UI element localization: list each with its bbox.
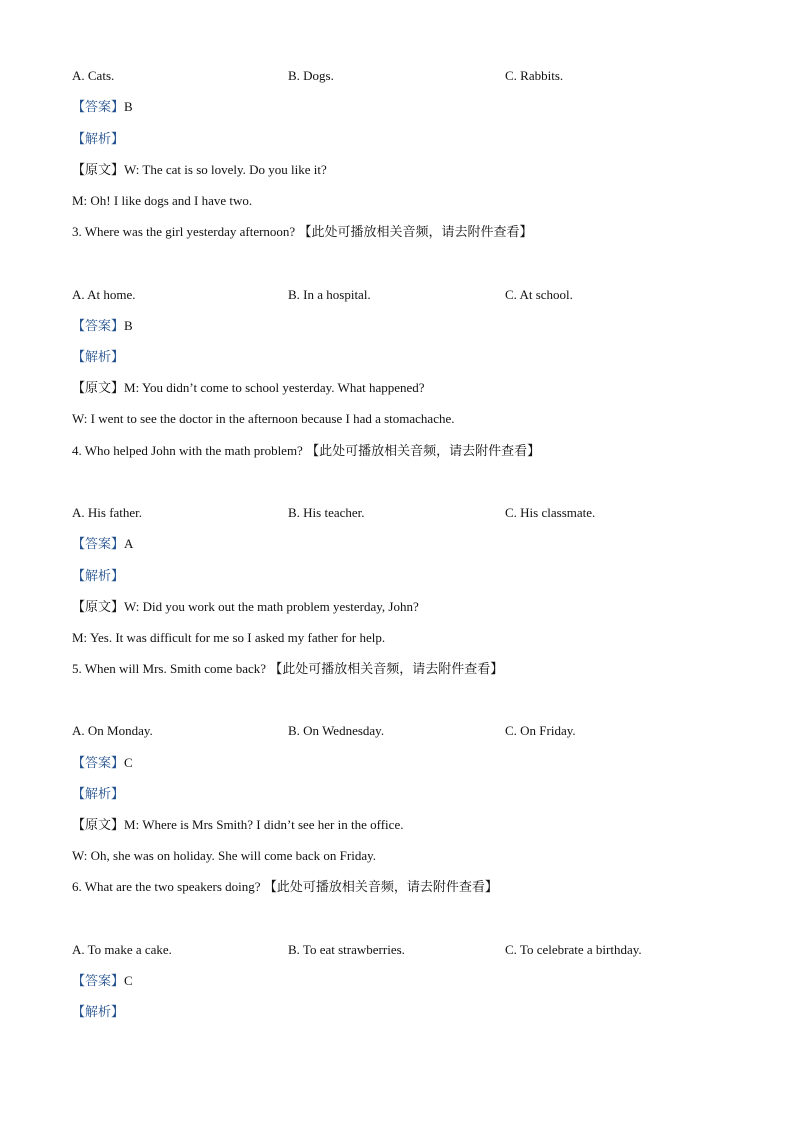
analysis-label: 【解析】 — [72, 569, 125, 584]
answer-label: 【答案】 — [72, 756, 125, 771]
q2-option-b: B. Dogs. — [288, 68, 334, 83]
q4-analysis-row — [72, 567, 124, 586]
q2-answer-row — [72, 98, 133, 117]
q5-audio-note: 【此处可播放相关音频，请去附件查看】 — [269, 662, 504, 677]
q4-answer-value: A — [124, 536, 134, 551]
q6-option-a: A. To make a cake. — [72, 942, 172, 957]
q6-option-c: C. To celebrate a birthday. — [505, 942, 642, 957]
q6-question — [72, 878, 498, 897]
q4-transcript-line-1 — [72, 598, 419, 617]
analysis-label: 【解析】 — [72, 132, 125, 147]
q5-answer-row — [72, 754, 133, 773]
q6-audio-note: 【此处可播放相关音频，请去附件查看】 — [263, 880, 498, 895]
q3-answer-value: B — [124, 318, 133, 333]
q3-question-text: 3. Where was the girl yesterday afternoon? — [72, 224, 299, 239]
q4-transcript-line-2: M: Yes. It was difficult for me so I asked my father for help. — [72, 630, 386, 645]
q4-option-b: B. His teacher. — [288, 505, 365, 520]
original-label: 【原文】 — [72, 381, 125, 396]
answer-label: 【答案】 — [72, 319, 125, 334]
q3-answer-row — [72, 317, 133, 336]
answer-label: 【答案】 — [72, 537, 125, 552]
q4-option-c: C. His classmate. — [505, 505, 596, 520]
original-label: 【原文】 — [72, 600, 125, 615]
q3-analysis-row — [72, 348, 124, 367]
q5-option-a: A. On Monday. — [72, 723, 153, 738]
q3-option-c: C. At school. — [505, 287, 573, 302]
q6-option-b: B. To eat strawberries. — [288, 942, 405, 957]
analysis-label: 【解析】 — [72, 787, 125, 802]
q5-transcript-text-1: M: Where is Mrs Smith? I didn’t see her in the office. — [124, 817, 404, 832]
q2-transcript-text-1: W: The cat is so lovely. Do you like it? — [124, 162, 327, 177]
q2-transcript-line-1 — [72, 161, 327, 180]
q3-audio-note: 【此处可播放相关音频，请去附件查看】 — [298, 225, 533, 240]
original-label: 【原文】 — [72, 818, 125, 833]
q5-transcript-line-1 — [72, 816, 403, 835]
q4-question-text: 4. Who helped John with the math problem? — [72, 443, 307, 458]
q6-analysis-row — [72, 1003, 124, 1022]
answer-label: 【答案】 — [72, 100, 125, 115]
analysis-label: 【解析】 — [72, 350, 125, 365]
q3-option-b: B. In a hospital. — [288, 287, 371, 302]
q5-answer-value: C — [124, 755, 133, 770]
q4-question — [72, 442, 540, 461]
q4-answer-row — [72, 535, 133, 554]
q4-transcript-text-1: W: Did you work out the math problem yesterday, John? — [124, 599, 419, 614]
q2-transcript-line-2: M: Oh! I like dogs and I have two. — [72, 193, 253, 208]
q4-option-a: A. His father. — [72, 505, 143, 520]
q2-analysis-row — [72, 130, 124, 149]
q5-analysis-row — [72, 785, 124, 804]
q3-transcript-line-1 — [72, 379, 425, 398]
q5-option-c: C. On Friday. — [505, 723, 576, 738]
q2-option-a: A. Cats. — [72, 68, 115, 83]
q4-audio-note: 【此处可播放相关音频，请去附件查看】 — [306, 444, 541, 459]
original-label: 【原文】 — [72, 163, 125, 178]
answer-label: 【答案】 — [72, 974, 125, 989]
q3-question — [72, 223, 532, 242]
q6-answer-row — [72, 972, 133, 991]
q2-answer-value: B — [124, 99, 133, 114]
q5-question — [72, 660, 503, 679]
analysis-label: 【解析】 — [72, 1005, 125, 1020]
q6-answer-value: C — [124, 973, 133, 988]
q5-question-text: 5. When will Mrs. Smith come back? — [72, 661, 270, 676]
q3-option-a: A. At home. — [72, 287, 136, 302]
q3-transcript-line-2: W: I went to see the doctor in the afternoon because I had a stomachache. — [72, 411, 455, 426]
q6-question-text: 6. What are the two speakers doing? — [72, 879, 264, 894]
q3-transcript-text-1: M: You didn’t come to school yesterday. What happened? — [124, 380, 425, 395]
q5-option-b: B. On Wednesday. — [288, 723, 385, 738]
q2-option-c: C. Rabbits. — [505, 68, 564, 83]
q5-transcript-line-2: W: Oh, she was on holiday. She will come back on Friday. — [72, 848, 376, 863]
